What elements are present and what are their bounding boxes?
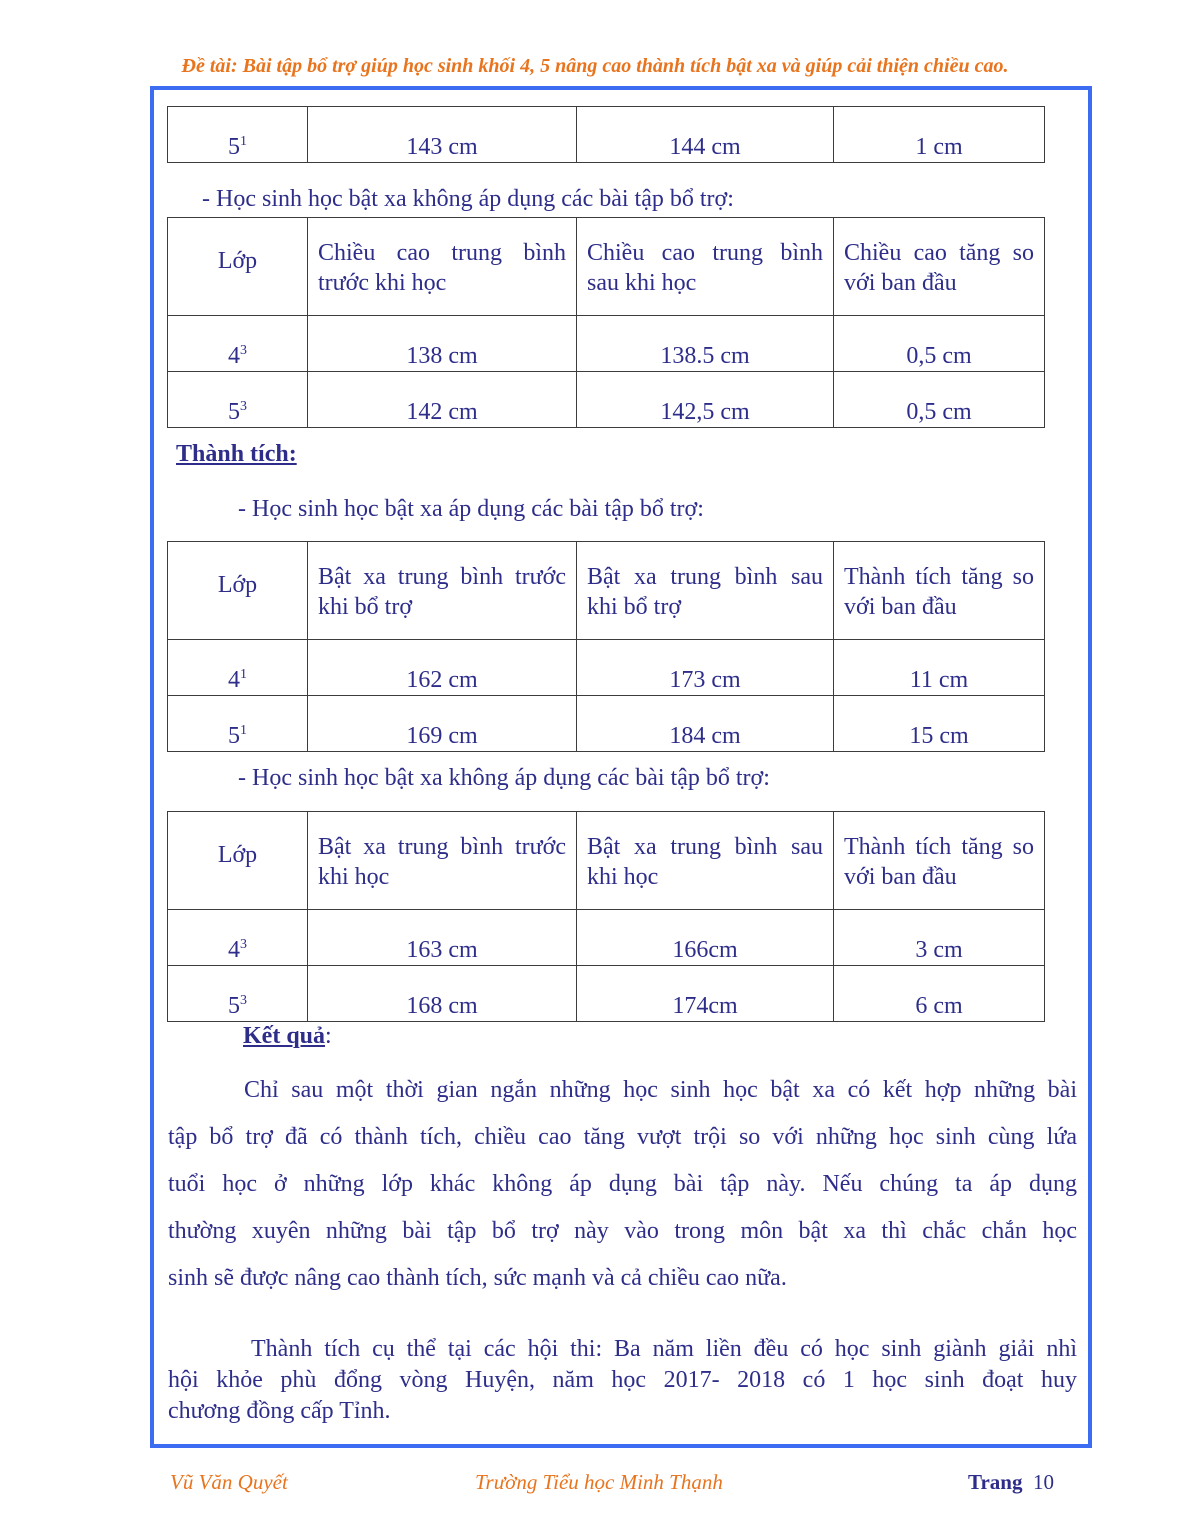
jump-no-exercise-table [167, 811, 1045, 1022]
column-header: Chiều cao trung bình trước khi học [308, 218, 577, 316]
document-header-title: Đề tài: Bài tập bổ trợ giúp học sinh khối 4, 5 nâng cao thành tích bật xa và giúp cải thiện chiều cao. [181, 55, 1009, 77]
class-cell: $5^1$ [168, 696, 308, 752]
jump-no-exercise-intro: - Học sinh học bật xa không áp dụng các bài tập bổ trợ: [238, 765, 770, 791]
result-paragraph-line: Chỉ sau một thời gian ngắn những học sinh học bật xa có kết hợp những bài [244, 1077, 1077, 1103]
column-header: Lớp [168, 812, 308, 910]
column-header: Chiều cao trung bình sau khi học [577, 218, 834, 316]
page-label: Trang [968, 1470, 1023, 1494]
result-paragraph-line: thường xuyên những bài tập bổ trợ này vào trong môn bật xa thì chắc chắn học [168, 1218, 1077, 1244]
before-cell: 162 cm [308, 640, 577, 696]
after-cell: 174cm [577, 966, 834, 1022]
before-cell: 143 cm [308, 107, 577, 163]
result-paragraph-line: tập bổ trợ đã có thành tích, chiều cao tăng vượt trội so với những học sinh cùng lứa [168, 1124, 1077, 1150]
class-cell: $5^1$ [168, 107, 308, 163]
class-cell: $5^3$ [168, 372, 308, 428]
table-header-row [168, 218, 1045, 316]
before-cell: 142 cm [308, 372, 577, 428]
column-header: Bật xa trung bình trước khi học [308, 812, 577, 910]
after-cell: 138.5 cm [577, 316, 834, 372]
column-header: Chiều cao tăng so với ban đầu [834, 218, 1045, 316]
result-heading: Kết quả [243, 1023, 326, 1049]
after-cell: 142,5 cm [577, 372, 834, 428]
class-cell: $4^3$ [168, 316, 308, 372]
table-header-row [168, 542, 1045, 640]
before-cell: 163 cm [308, 910, 577, 966]
table-row [168, 107, 1045, 163]
result-paragraph-line: tuổi học ở những lớp khác không áp dụng bài tập này. Nếu chúng ta áp dụng [168, 1171, 1077, 1197]
column-header: Lớp [168, 542, 308, 640]
awards-paragraph-line: hội khỏe phù đổng vòng Huyện, năm học 2017- 2018 có 1 học sinh đoạt huy [168, 1367, 1077, 1393]
increase-cell: 6 cm [834, 966, 1045, 1022]
table-row [168, 372, 1045, 428]
after-cell: 144 cm [577, 107, 834, 163]
increase-cell: 3 cm [834, 910, 1045, 966]
after-cell: 166cm [577, 910, 834, 966]
jump-with-exercise-intro: - Học sinh học bật xa áp dụng các bài tập bổ trợ: [238, 496, 704, 522]
result-paragraph-line: sinh sẽ được nâng cao thành tích, sức mạnh và cả chiều cao nữa. [168, 1265, 787, 1291]
table-row [168, 696, 1045, 752]
awards-paragraph-line: Thành tích cụ thể tại các hội thi: Ba năm liền đều có học sinh giành giải nhì [251, 1336, 1077, 1362]
increase-cell: 0,5 cm [834, 316, 1045, 372]
before-cell: 169 cm [308, 696, 577, 752]
class-cell: $4^3$ [168, 910, 308, 966]
awards-paragraph-line: chương đồng cấp Tỉnh. [168, 1398, 391, 1424]
class-cell: $5^3$ [168, 966, 308, 1022]
column-header: Bật xa trung bình sau khi bổ trợ [577, 542, 834, 640]
increase-cell: 15 cm [834, 696, 1045, 752]
table-row [168, 316, 1045, 372]
jump-with-exercise-table [167, 541, 1045, 752]
table-row [168, 910, 1045, 966]
footer-page [968, 1470, 1054, 1495]
column-header: Bật xa trung bình trước khi bổ trợ [308, 542, 577, 640]
after-cell: 173 cm [577, 640, 834, 696]
height-no-exercise-table [167, 217, 1045, 428]
achievement-heading: Thành tích: [176, 441, 297, 467]
footer-school: Trường Tiểu học Minh Thạnh [475, 1470, 723, 1494]
before-cell: 168 cm [308, 966, 577, 1022]
increase-cell: 1 cm [834, 107, 1045, 163]
column-header: Thành tích tăng so với ban đầu [834, 812, 1045, 910]
class-cell: $4^1$ [168, 640, 308, 696]
column-header: Lớp [168, 218, 308, 316]
table-row [168, 966, 1045, 1022]
increase-cell: 11 cm [834, 640, 1045, 696]
page-number: 10 [1032, 1470, 1054, 1494]
height-with-exercise-table-continuation [167, 106, 1045, 163]
after-cell: 184 cm [577, 696, 834, 752]
increase-cell: 0,5 cm [834, 372, 1045, 428]
before-cell: 138 cm [308, 316, 577, 372]
footer-author: Vũ Văn Quyết [170, 1470, 288, 1494]
height-no-exercise-intro: - Học sinh học bật xa không áp dụng các bài tập bổ trợ: [202, 186, 734, 212]
column-header: Thành tích tăng so với ban đầu [834, 542, 1045, 640]
column-header: Bật xa trung bình sau khi học [577, 812, 834, 910]
result-heading-colon: : [325, 1023, 332, 1049]
result-heading-line [243, 1023, 332, 1050]
table-row [168, 640, 1045, 696]
table-header-row [168, 812, 1045, 910]
